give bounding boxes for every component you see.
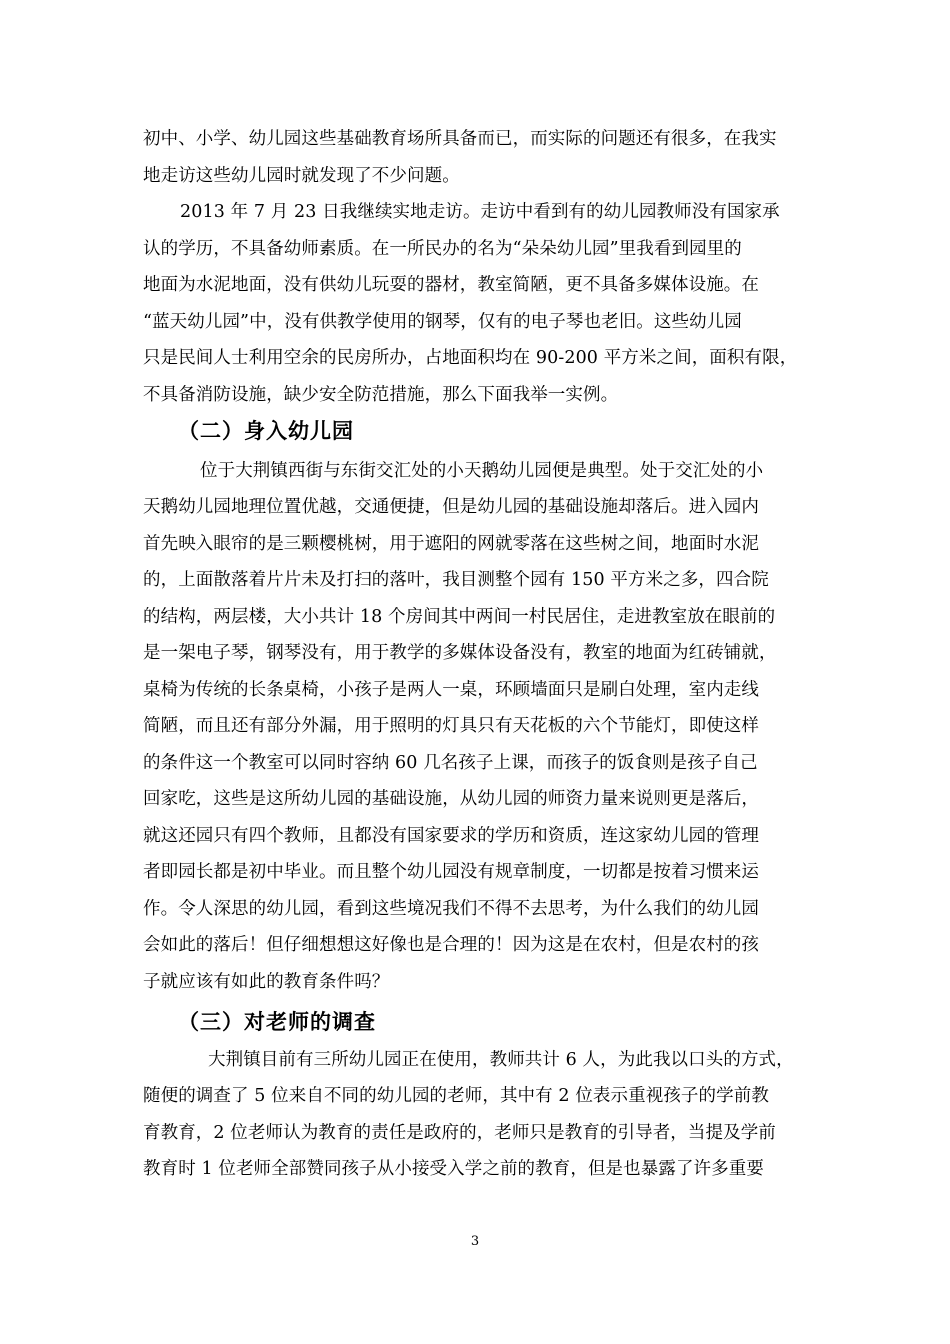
paragraph-line: 地面为水泥地面，没有供幼儿玩耍的器材，教室简陋，更不具备多媒体设施。在 <box>143 275 759 295</box>
paragraph-line: 位于大荆镇西街与东街交汇处的小天鹅幼儿园便是典型。处于交汇处的小 <box>200 461 764 481</box>
paragraph-line: 随便的调查了 5 位来自不同的幼儿园的老师，其中有 2 位表示重视孩子的学前教 <box>143 1086 769 1106</box>
paragraph-line: 2013 年 7 月 23 日我继续实地走访。走访中看到有的幼儿园教师没有国家承 <box>180 202 780 222</box>
paragraph-line: 的条件这一个教室可以同时容纳 60 几名孩子上课，而孩子的饭食则是孩子自己 <box>143 753 758 773</box>
paragraph-line: “蓝天幼儿园”中，没有供教学使用的钢琴，仅有的电子琴也老旧。这些幼儿园 <box>143 312 742 332</box>
paragraph-line: 桌椅为传统的长条桌椅，小孩子是两人一桌，环顾墙面只是刷白处理，室内走线 <box>143 680 759 700</box>
paragraph-line: 者即园长都是初中毕业。而且整个幼儿园没有规章制度，一切都是按着习惯来运 <box>143 862 759 882</box>
paragraph-line: 回家吃，这些是这所幼儿园的基础设施，从幼儿园的师资力量来说则更是落后， <box>143 789 759 809</box>
paragraph-line: 子就应该有如此的教育条件吗？ <box>143 972 390 992</box>
paragraph-line: 大荆镇目前有三所幼儿园正在使用，教师共计 6 人，为此我以口头的方式， <box>208 1050 794 1070</box>
paragraph-line: 首先映入眼帘的是三颗樱桃树，用于遮阳的网就零落在这些树之间，地面时水泥 <box>143 534 759 554</box>
paragraph-line: 初中、小学、幼儿园这些基础教育场所具备而已，而实际的问题还有很多，在我实 <box>143 129 777 149</box>
paragraph-line: 不具备消防设施，缺少安全防范措施，那么下面我举一实例。 <box>143 385 619 405</box>
paragraph-line: 的结构，两层楼，大小共计 18 个房间其中两间一村民居住，走进教室放在眼前的 <box>143 607 776 627</box>
paragraph-line: 是一架电子琴，钢琴没有，用于教学的多媒体设备没有，教室的地面为红砖铺就， <box>143 643 777 663</box>
paragraph-line: 认的学历，不具备幼师素质。在一所民办的名为“朵朵幼儿园”里我看到园里的 <box>143 239 742 259</box>
paragraph-line: 教育时 1 位老师全部赞同孩子从小接受入学之前的教育，但是也暴露了许多重要 <box>143 1159 764 1179</box>
paragraph-line: 作。令人深思的幼儿园，看到这些境况我们不得不去思考，为什么我们的幼儿园 <box>143 899 759 919</box>
paragraph-line: 会如此的落后！但仔细想想这好像也是合理的！因为这是在农村，但是农村的孩 <box>143 935 759 955</box>
page-number: 3 <box>470 1234 480 1249</box>
paragraph-line: 天鹅幼儿园地理位置优越，交通便捷，但是幼儿园的基础设施却落后。进入园内 <box>143 497 759 517</box>
paragraph-line: 的，上面散落着片片未及打扫的落叶，我目测整个园有 150 平方米之多，四合院 <box>143 570 769 590</box>
paragraph-line: 就这还园只有四个教师，且都没有国家要求的学历和资质，连这家幼儿园的管理 <box>143 826 759 846</box>
section-heading: （三）对老师的调查 <box>178 1010 376 1034</box>
section-heading: （二）身入幼儿园 <box>178 419 354 443</box>
paragraph-line: 简陋，而且还有部分外漏，用于照明的灯具只有天花板的六个节能灯，即使这样 <box>143 716 759 736</box>
paragraph-line: 只是民间人士利用空余的民房所办，占地面积均在 90-200 平方米之间，面积有限， <box>143 348 798 368</box>
paragraph-line: 育教育，2 位老师认为教育的责任是政府的，老师只是教育的引导者，当提及学前 <box>143 1123 776 1143</box>
paragraph-line: 地走访这些幼儿园时就发现了不少问题。 <box>143 166 460 186</box>
